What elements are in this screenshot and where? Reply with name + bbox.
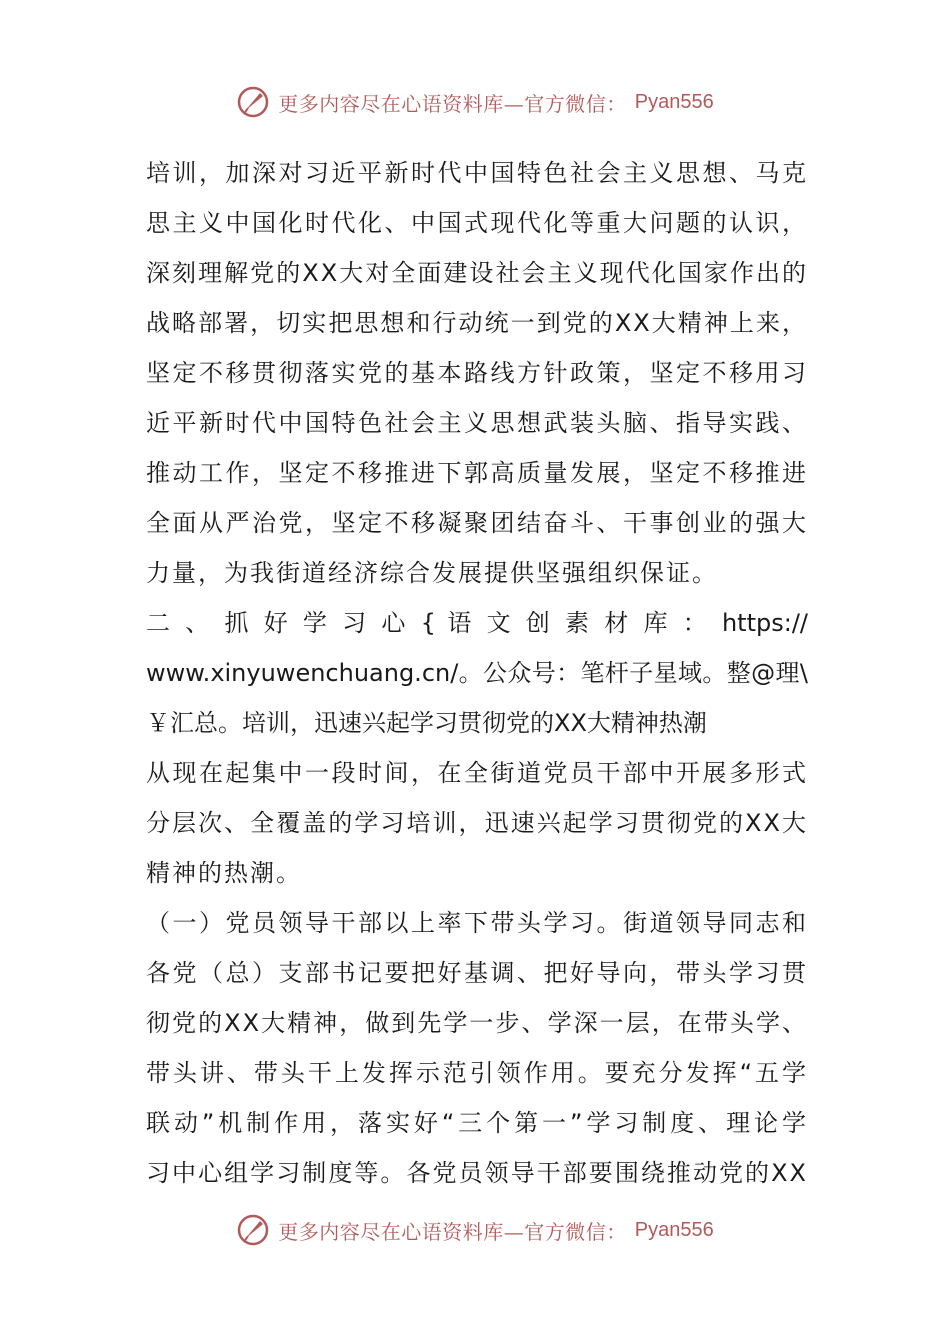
body-line: 深刻理解党的XX大对全面建设社会主义现代化国家作出的 (146, 259, 808, 287)
body-line: 各党（总）支部书记要把好基调、把好导向，带头学习贯 (146, 959, 808, 987)
body-line: （一）党员领导干部以上率下带头学习。街道领导同志和 (146, 909, 808, 937)
body-line: 推动工作，坚定不移推进下郭高质量发展，坚定不移推进 (146, 459, 808, 487)
body-line: 联动”机制作用，落实好“三个第一”学习制度、理论学 (146, 1109, 808, 1137)
body-line: ￥汇总。培训，迅速兴起学习贯彻党的XX大精神热潮 (146, 709, 707, 737)
wechat-id: Pyan556 (634, 90, 714, 113)
body-line: 思主义中国化时代化、中国式现代化等重大问题的认识， (146, 209, 808, 237)
body-line: 彻党的XX大精神，做到先学一步、学深一层，在带头学、 (146, 1009, 808, 1037)
body-line: 从现在起集中一段时间，在全街道党员干部中开展多形式 (146, 759, 808, 787)
document-body (146, 148, 808, 1198)
quill-logo-icon (236, 85, 270, 119)
body-line: 分层次、全覆盖的学习培训，迅速兴起学习贯彻党的XX大 (146, 809, 808, 837)
body-line: www.xinyuwenchuang.cn/。公众号：笔杆子星域。整@理\ (146, 659, 808, 687)
body-line: 精神的热潮。 (146, 859, 302, 887)
header-banner (0, 82, 950, 122)
body-line: 近平新时代中国特色社会主义思想武装头脑、指导实践、 (146, 409, 808, 437)
body-line: 坚定不移贯彻落实党的基本路线方针政策，坚定不移用习 (146, 359, 808, 387)
quill-logo-icon (236, 1213, 270, 1247)
body-line: 战略部署，切实把思想和行动统一到党的XX大精神上来， (146, 309, 808, 337)
body-line: 培训，加深对习近平新时代中国特色社会主义思想、马克 (146, 159, 808, 187)
wechat-id: Pyan556 (634, 1218, 714, 1241)
body-line: 带头讲、带头干上发挥示范引领作用。要充分发挥“五学 (146, 1059, 808, 1087)
footer-banner (0, 1210, 950, 1250)
body-line: 力量，为我街道经济综合发展提供坚强组织保证。 (146, 559, 718, 587)
banner-title: 更多内容尽在心语资料库—官方微信： (278, 91, 627, 116)
section-heading-line: 二 、 抓 好 学 习 心 { 语 文 创 素 材 库 ： https:// (146, 609, 808, 637)
body-line: 习中心组学习制度等。各党员领导干部要围绕推动党的XX (146, 1159, 808, 1187)
banner-title: 更多内容尽在心语资料库—官方微信： (278, 1219, 627, 1244)
body-line: 全面从严治党，坚定不移凝聚团结奋斗、干事创业的强大 (146, 509, 808, 537)
